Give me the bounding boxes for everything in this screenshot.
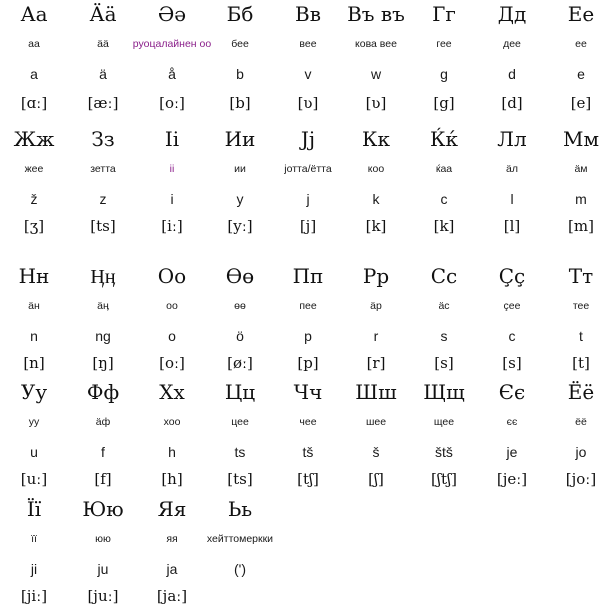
cyrillic-letter: Ее xyxy=(567,2,595,26)
transliteration: l xyxy=(510,191,514,207)
letter-name: ii xyxy=(169,163,175,175)
ipa-pronunciation: [s] xyxy=(502,354,522,372)
letter-name: хейттомеркки xyxy=(206,533,274,545)
ipa-pronunciation: [æː] xyxy=(87,94,119,112)
cyrillic-letter: Кк xyxy=(362,127,390,151)
letter-name: äф xyxy=(95,416,111,428)
cyrillic-letter: Уу xyxy=(20,380,48,404)
cyrillic-letter: Тт xyxy=(568,264,594,288)
letter-name: жее xyxy=(24,163,44,175)
letter-name: ёё xyxy=(575,416,587,428)
transliteration: a xyxy=(30,66,38,82)
transliteration: b xyxy=(236,66,244,82)
letter-name: кова вее xyxy=(355,38,397,50)
letter-name: бее xyxy=(231,38,249,50)
letter-name: äс xyxy=(438,300,450,312)
letter-name: çее xyxy=(503,300,521,312)
letter-name: дее xyxy=(503,38,521,50)
letter-name: щее xyxy=(433,416,455,428)
transliteration: (') xyxy=(234,561,246,577)
ipa-pronunciation: [juː] xyxy=(87,587,119,605)
cyrillic-letter: Чч xyxy=(293,380,323,404)
letter-name: äм xyxy=(574,163,588,175)
transliteration: jo xyxy=(575,444,587,460)
transliteration: t xyxy=(579,328,583,344)
letter-name: її xyxy=(31,533,37,545)
letter-name: шее xyxy=(365,416,387,428)
cyrillic-letter: Ӊӊ xyxy=(90,264,116,288)
ipa-pronunciation: [m] xyxy=(568,217,594,235)
letter-name: руоцалайнен оо xyxy=(132,38,212,50)
ipa-pronunciation: [h] xyxy=(161,470,183,488)
ipa-pronunciation: [ts] xyxy=(227,470,253,488)
cyrillic-letter: Әә xyxy=(157,2,187,26)
ipa-pronunciation: [joː] xyxy=(565,470,597,488)
letter-name: гее xyxy=(436,38,452,50)
ipa-pronunciation: [jaː] xyxy=(156,587,188,605)
transliteration: ä xyxy=(99,66,107,82)
transliteration: å xyxy=(168,66,176,82)
transliteration: f xyxy=(101,444,105,460)
letter-name: ӓӓ xyxy=(97,38,109,50)
transliteration: tš xyxy=(302,444,314,460)
cyrillic-letter: Щщ xyxy=(423,380,465,404)
transliteration: g xyxy=(440,66,448,82)
ipa-pronunciation: [tʃ] xyxy=(297,470,319,488)
transliteration: k xyxy=(372,191,380,207)
letter-name: ии xyxy=(234,163,246,175)
cyrillic-letter: Цц xyxy=(224,380,256,404)
ipa-pronunciation: [t] xyxy=(572,354,590,372)
cyrillic-letter: Фф xyxy=(86,380,120,404)
letter-name: äр xyxy=(370,300,382,312)
letter-name: яя xyxy=(166,533,178,545)
ipa-pronunciation: [ʒ] xyxy=(23,217,45,235)
ipa-pronunciation: [oː] xyxy=(159,94,185,112)
ipa-pronunciation: [k] xyxy=(433,217,455,235)
transliteration: ji xyxy=(30,561,38,577)
ipa-pronunciation: [j] xyxy=(299,217,317,235)
transliteration: je xyxy=(506,444,518,460)
ipa-pronunciation: [ŋ] xyxy=(92,354,114,372)
transliteration: s xyxy=(440,328,448,344)
ipa-pronunciation: [p] xyxy=(297,354,319,372)
ipa-pronunciation: [øː] xyxy=(227,354,253,372)
transliteration: p xyxy=(304,328,312,344)
transliteration: c xyxy=(508,328,516,344)
letter-name: аа xyxy=(28,38,40,50)
transliteration: r xyxy=(373,328,379,344)
letter-name: өө xyxy=(234,300,246,312)
cyrillic-letter: Ќќ xyxy=(430,127,458,151)
cyrillic-letter: Ьь xyxy=(227,497,253,521)
transliteration: u xyxy=(30,444,38,460)
cyrillic-letter: Зз xyxy=(91,127,115,151)
ipa-pronunciation: [ʃ] xyxy=(368,470,384,488)
transliteration: c xyxy=(440,191,448,207)
ipa-pronunciation: [d] xyxy=(501,94,523,112)
cyrillic-letter: Ӓӓ xyxy=(89,2,117,26)
transliteration: m xyxy=(575,191,587,207)
cyrillic-letter: Вв xyxy=(295,2,321,26)
cyrillic-letter: Хх xyxy=(159,380,185,404)
cyrillic-letter: Нн xyxy=(18,264,50,288)
transliteration: w xyxy=(370,66,382,82)
cyrillic-letter: Аа xyxy=(20,2,48,26)
transliteration: š xyxy=(372,444,380,460)
letter-name: єє xyxy=(506,416,518,428)
letter-name: пее xyxy=(299,300,317,312)
letter-name: äл xyxy=(506,163,518,175)
transliteration: h xyxy=(168,444,176,460)
transliteration: ju xyxy=(97,561,109,577)
ipa-pronunciation: [n] xyxy=(23,354,45,372)
ipa-pronunciation: [ts] xyxy=(90,217,116,235)
cyrillic-letter: Ии xyxy=(224,127,256,151)
transliteration: ja xyxy=(166,561,178,577)
cyrillic-letter: Юю xyxy=(82,497,124,521)
ipa-pronunciation: [jeː] xyxy=(496,470,528,488)
transliteration: ts xyxy=(234,444,246,460)
transliteration: ng xyxy=(95,328,111,344)
transliteration: štš xyxy=(435,444,453,460)
ipa-pronunciation: [r] xyxy=(366,354,386,372)
letter-name: оо xyxy=(166,300,178,312)
cyrillic-letter: Шш xyxy=(355,380,397,404)
ipa-pronunciation: [g] xyxy=(433,94,455,112)
cyrillic-letter: Мм xyxy=(562,127,600,151)
ipa-pronunciation: [ɑː] xyxy=(20,94,48,112)
cyrillic-letter: Çç xyxy=(498,264,526,288)
letter-name: ее xyxy=(575,38,587,50)
transliteration: j xyxy=(306,191,310,207)
ipa-pronunciation: [uː] xyxy=(20,470,48,488)
letter-name: ќаа xyxy=(435,163,453,175)
letter-name: jотта/ётта xyxy=(284,163,332,175)
transliteration: v xyxy=(304,66,312,82)
cyrillic-letter: Гг xyxy=(432,2,456,26)
cyrillic-letter: Рр xyxy=(362,264,390,288)
cyrillic-letter: Її xyxy=(26,497,42,521)
cyrillic-letter: Өө xyxy=(225,264,255,288)
ipa-pronunciation: [k] xyxy=(365,217,387,235)
letter-name: цее xyxy=(231,416,249,428)
cyrillic-letter: Оо xyxy=(157,264,187,288)
ipa-pronunciation: [jiː] xyxy=(20,587,48,605)
letter-name: вее xyxy=(299,38,317,50)
cyrillic-letter: Сс xyxy=(430,264,458,288)
ipa-pronunciation: [ʋ] xyxy=(365,94,387,112)
transliteration: o xyxy=(168,328,176,344)
letter-name: äӊ xyxy=(97,300,109,312)
cyrillic-letter: Въ въ xyxy=(347,2,405,26)
cyrillic-letter: Яя xyxy=(157,497,187,521)
transliteration: e xyxy=(577,66,585,82)
letter-name: чее xyxy=(299,416,317,428)
transliteration: d xyxy=(508,66,516,82)
ipa-pronunciation: [iː] xyxy=(161,217,183,235)
cyrillic-letter: Бб xyxy=(226,2,254,26)
ipa-pronunciation: [l] xyxy=(503,217,521,235)
letter-name: äн xyxy=(28,300,40,312)
letter-name: зетта xyxy=(90,163,116,175)
ipa-pronunciation: [oː] xyxy=(159,354,185,372)
cyrillic-letter: Jj xyxy=(300,127,316,151)
ipa-pronunciation: [s] xyxy=(434,354,454,372)
ipa-pronunciation: [e] xyxy=(570,94,592,112)
ipa-pronunciation: [b] xyxy=(229,94,251,112)
letter-name: коо xyxy=(367,163,385,175)
letter-name: тее xyxy=(572,300,590,312)
transliteration: n xyxy=(30,328,38,344)
letter-name: юю xyxy=(95,533,111,545)
transliteration: z xyxy=(99,191,107,207)
cyrillic-letter: Пп xyxy=(292,264,324,288)
cyrillic-letter: Лл xyxy=(497,127,527,151)
ipa-pronunciation: [ʋ] xyxy=(297,94,319,112)
ipa-pronunciation: [f] xyxy=(94,470,112,488)
letter-name: уу xyxy=(28,416,40,428)
transliteration: i xyxy=(170,191,174,207)
transliteration: y xyxy=(236,191,244,207)
ipa-pronunciation: [yː] xyxy=(227,217,253,235)
transliteration: ž xyxy=(30,191,38,207)
cyrillic-letter: Єє xyxy=(498,380,526,404)
cyrillic-letter: Ёё xyxy=(567,380,595,404)
cyrillic-letter: Жж xyxy=(13,127,55,151)
letter-name: хоо xyxy=(163,416,181,428)
cyrillic-letter: Ii xyxy=(164,127,180,151)
cyrillic-letter: Дд xyxy=(497,2,527,26)
ipa-pronunciation: [ʃtʃ] xyxy=(431,470,457,488)
transliteration: ö xyxy=(236,328,244,344)
